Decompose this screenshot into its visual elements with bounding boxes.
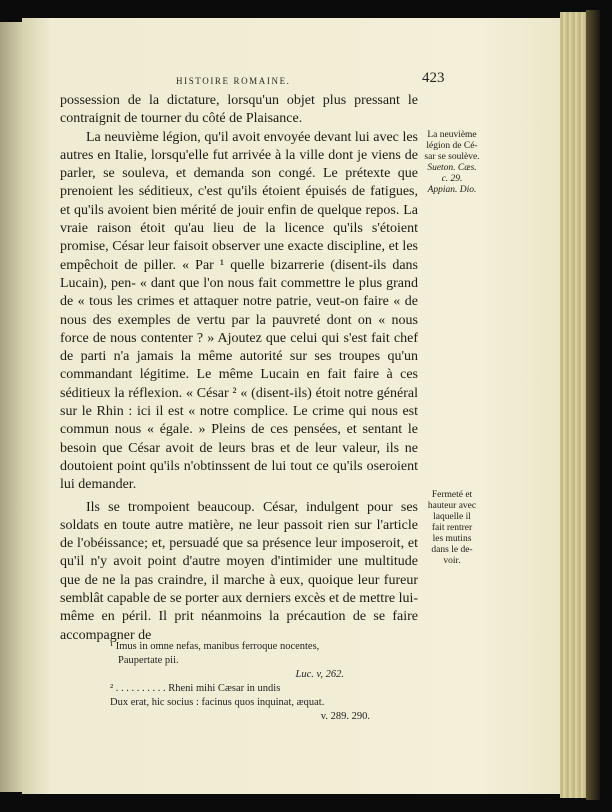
margin-line: laquelle il bbox=[433, 512, 471, 522]
page-stack-edge bbox=[560, 12, 588, 798]
paragraph-ninth-legion: La neuvième légion, qu'il avoit envoyée devant lui avec les autres en Italie, lorsqu'elle fut arrivée à la ville dont je viens de parler, se souleva, et demanda son congé. Le prétexte que prenoient les séditieux, c'est qu'ils étoient épuisés de fatigues, et qu'ils avoient bien mérité de jouir enfin de quelque repos. La vraie raison étoit qu'au lieu de la licence qu'ils s'étoient promise, César leur faisoit observer une exacte discipline, et les empêchoit de piller. « Par ¹ quelle bizarrerie (disent-ils dans Lucain), pen- « dant que l'on nous fait commettre le plus grand de « tous les crimes et attaquer notre patrie, veut-on faire « de nous des exemples de vertu par la pauvreté dont on « nous force de nous contenter ? » Ajoutez que celui qui s'est fait chef de parti n'a jamais la même autorité sur ses troupes qu'un commandant légitime. Le même Lucain en fait faire à ces séditieux la réflexion. « César ² « (disent-ils) étoit notre général sur le Rhin : ici il est « notre complice. Le crime qui nous est commun nous « égale. » Pleins de ces pensées, et sentant le besoin que César avoit de leurs bras et de leur valeur, ils ne doutoient point qu'ils n'obtinssent de lui tout ce qu'ils oseroient lui demander. bbox=[60, 129, 418, 493]
footnote-1-line: Paupertate pii. bbox=[118, 655, 179, 666]
margin-citation: Appian. Dio. bbox=[427, 185, 477, 195]
margin-line: hauteur avec bbox=[427, 501, 477, 511]
paragraph-continuation: possession de la dictature, lorsqu'un objet plus pressant le contraignit de tourner du côté de Plaisance. bbox=[60, 93, 418, 127]
margin-note-ninth-legion bbox=[421, 130, 483, 196]
facing-page-edge bbox=[0, 22, 24, 792]
footnote-1-line: ¹ Imus in omne nefas, manibus ferroque nocentes, bbox=[110, 641, 320, 652]
paragraph-caesar-response: Ils se trompoient beaucoup. César, indulgent pour ses soldats en toute autre matière, ne leur passoit rien sur l'article de l'obéissance; et, persuadé que sa présence leur imposeroit, et qu'il n'y avoit point d'autre moyen d'intimider une multitude que de ne la pas craindre, il marche à eux, quoique leur fureur semblât capable de se porter aux derniers excès et de mettre lui-même en péril. Il prit néanmoins la précaution de se faire accompagner de bbox=[60, 499, 419, 643]
margin-line: La neuvième bbox=[427, 130, 477, 140]
running-header: HISTOIRE ROMAINE. bbox=[176, 76, 291, 86]
margin-line: légion de Cé- bbox=[426, 141, 478, 151]
footnote-1-reference: Luc. v, 262. bbox=[295, 669, 344, 680]
margin-line: sar se soulève. bbox=[424, 152, 480, 162]
book-shadow bbox=[586, 10, 600, 800]
margin-line: fait rentrer bbox=[431, 523, 473, 533]
margin-note-firmness bbox=[421, 490, 483, 567]
margin-line: dans le de- bbox=[431, 545, 473, 555]
footnote-2-line: ² . . . . . . . . . . Rheni mihi Cæsar in undis bbox=[110, 683, 281, 694]
footnote-2-line: Dux erat, hic socius : facinus quos inquinat, æquat. bbox=[110, 697, 325, 708]
footnote-2-reference: v. 289. 290. bbox=[320, 711, 370, 722]
page-number: 423 bbox=[422, 70, 445, 86]
main-text bbox=[60, 92, 418, 645]
margin-citation: Sueton. Cæs. bbox=[427, 163, 477, 173]
margin-citation: c. 29. bbox=[441, 174, 463, 184]
margin-line: Fermeté et bbox=[431, 490, 473, 500]
margin-line: les mutins bbox=[432, 534, 472, 544]
margin-line: voir. bbox=[443, 556, 461, 566]
footnotes bbox=[110, 640, 390, 724]
